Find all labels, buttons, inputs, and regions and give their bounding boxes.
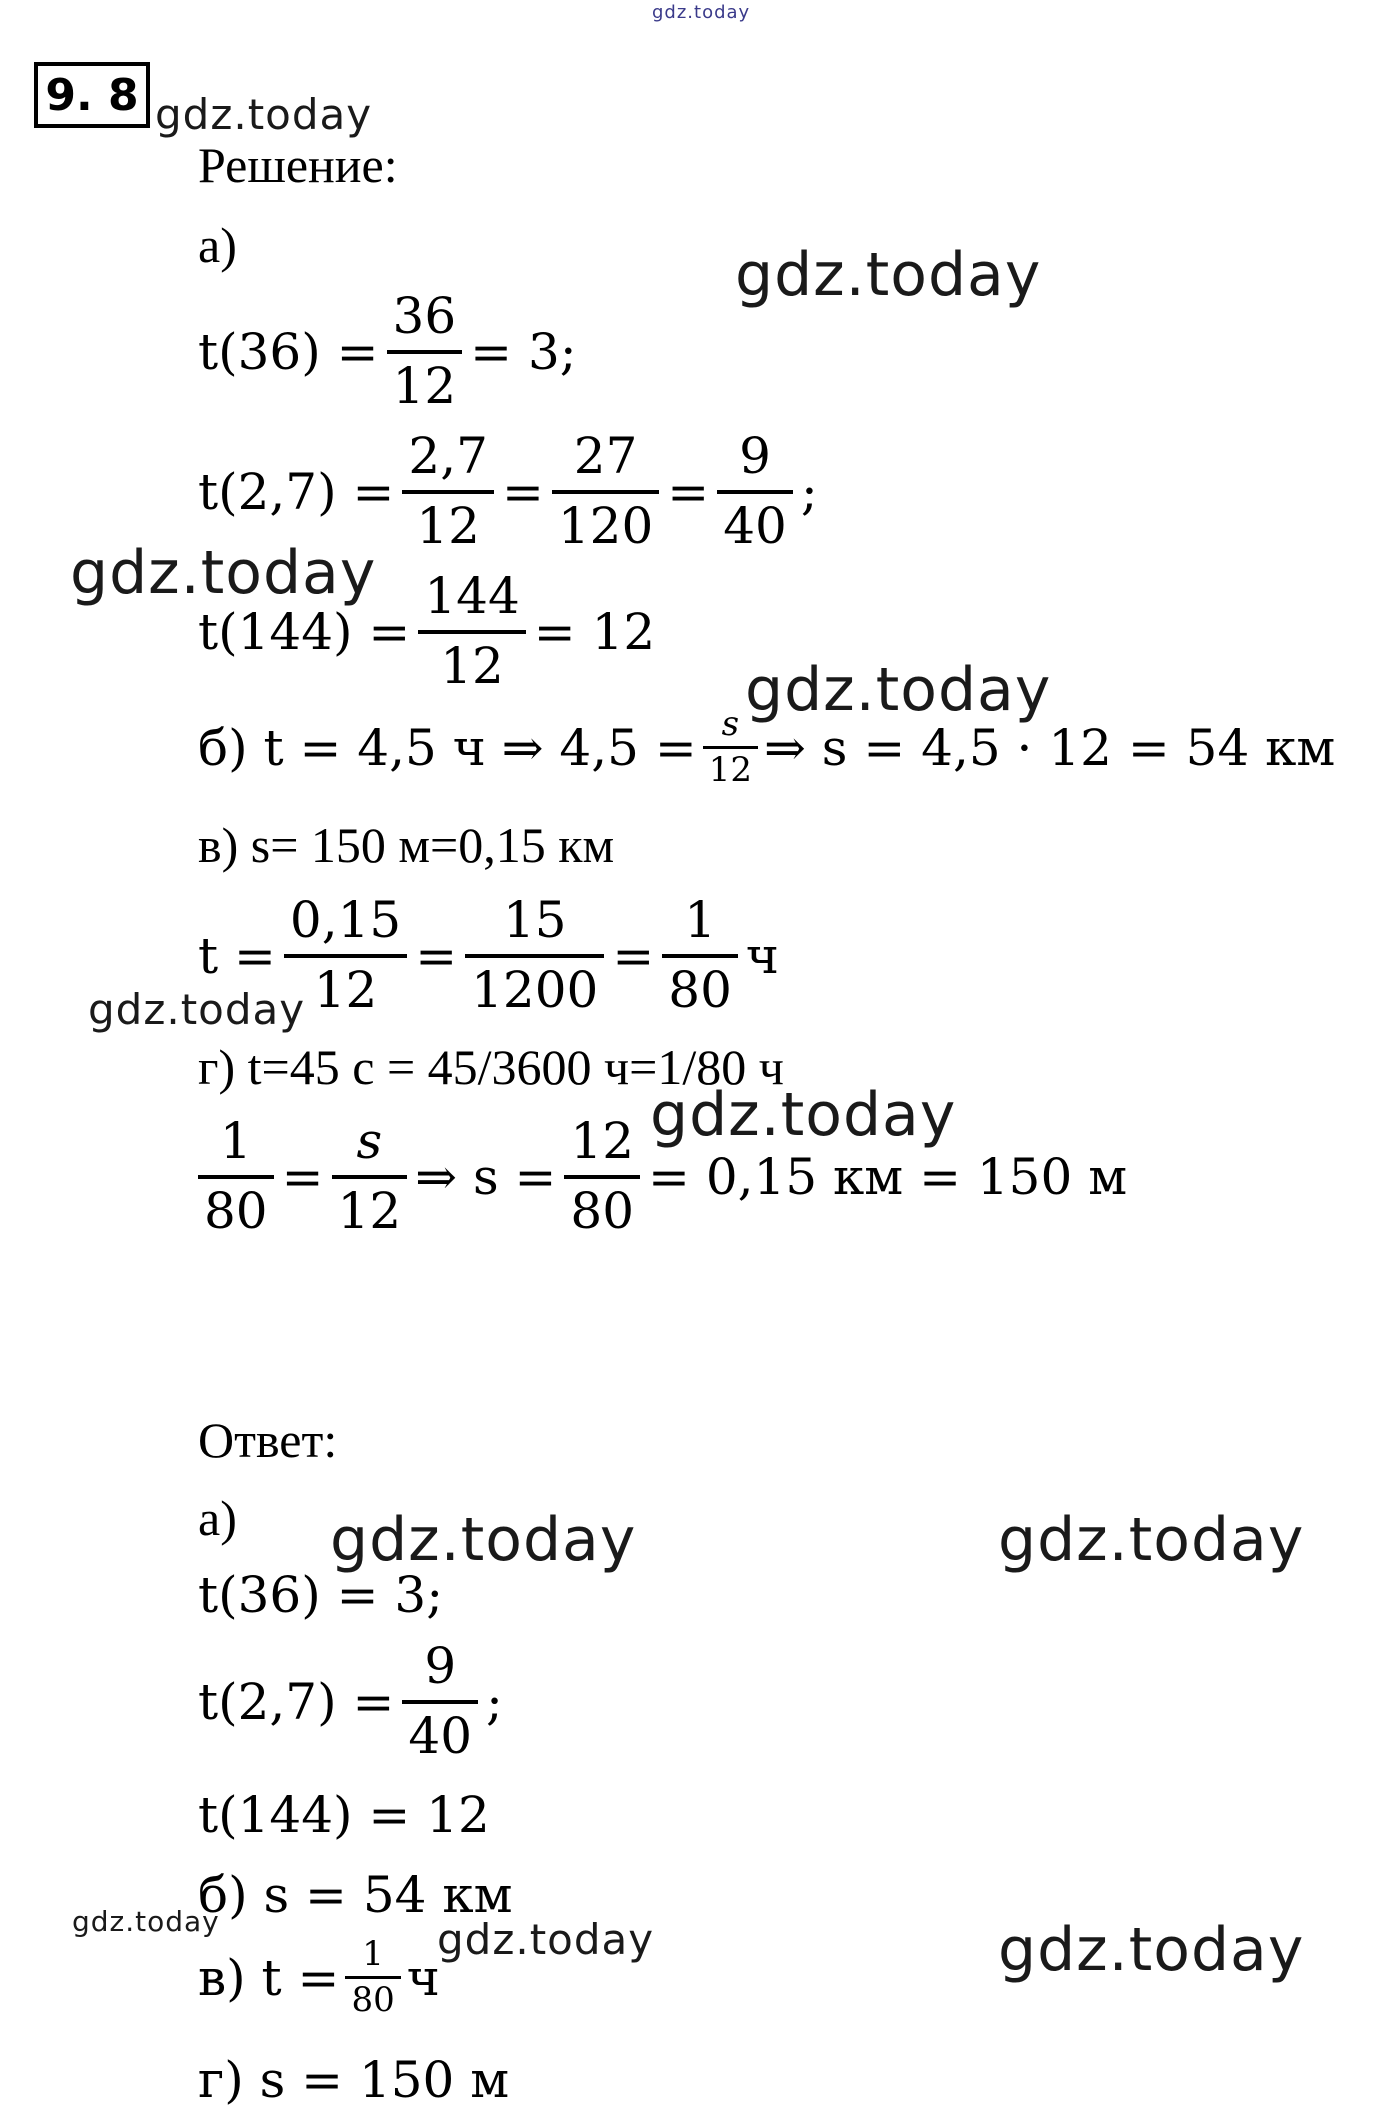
watermark: gdz.today xyxy=(998,1915,1305,1985)
fraction: $\frac{36}{12}$ xyxy=(387,288,463,415)
solution-heading: Решение: xyxy=(198,137,398,193)
watermark: gdz.today xyxy=(650,1080,957,1150)
fraction: $\frac{s}{12}$ xyxy=(703,705,758,790)
watermark: gdz.today xyxy=(437,1915,655,1964)
fraction: $\frac{15}{1200}$ xyxy=(465,892,604,1019)
fraction: $\frac{9}{40}$ xyxy=(717,428,793,555)
watermark: gdz.today xyxy=(72,1905,220,1938)
eq-a3: t(144) = $\frac{144}{12}$ = 12 xyxy=(198,567,656,695)
fraction: $\frac{9}{40}$ xyxy=(402,1638,478,1765)
eq-a2: t(2,7) = $\frac{2,7}{12}$ = $\frac{27}{120}$ = $\frac{9}{40}$ ; xyxy=(198,427,818,555)
eq-a1-lhs: t(36) = xyxy=(198,322,379,381)
answer-b: б) s = 54 км xyxy=(198,1866,513,1924)
watermark: gdz.today xyxy=(745,655,1052,725)
top-watermark: gdz.today xyxy=(652,2,751,23)
eq-b: б) t = 4,5 ч ⇒ 4,5 = $\frac{s}{12}$ ⇒ s = 4,5 · 12 = 54 км xyxy=(198,704,1336,791)
answer-heading: Ответ: xyxy=(198,1412,338,1468)
eq-a1-rhs: = 3; xyxy=(470,322,577,381)
problem-number: 9. 8 xyxy=(45,69,139,121)
answer-g: г) s = 150 м xyxy=(198,2051,510,2109)
answer-v: в) t = $\frac{1}{80}$ ч xyxy=(198,1934,440,2021)
answer-a1: t(36) = 3; xyxy=(198,1566,444,1624)
answer-a-label: а) xyxy=(198,1490,237,1546)
eq-g: $\frac{1}{80}$ = $\frac{s}{12}$ ⇒ s = $\frac{12}{80}$ = 0,15 км = 150 м xyxy=(198,1113,1127,1240)
fraction: $\frac{27}{120}$ xyxy=(552,428,659,555)
fraction: $\frac{1}{80}$ xyxy=(345,1935,400,2020)
part-g-label: г) t=45 с = 45/3600 ч=1/80 ч xyxy=(198,1039,784,1095)
fraction: $\frac{0,15}{12}$ xyxy=(284,892,407,1019)
fraction: $\frac{1}{80}$ xyxy=(662,892,738,1019)
part-v-label: в) s= 150 м=0,15 км xyxy=(198,817,615,873)
watermark: gdz.today xyxy=(155,90,373,139)
part-a-label: а) xyxy=(198,217,237,273)
eq-v: t = $\frac{0,15}{12}$ = $\frac{15}{1200}$ = $\frac{1}{80}$ ч xyxy=(198,891,779,1019)
watermark: gdz.today xyxy=(88,985,306,1034)
fraction: $\frac{144}{12}$ xyxy=(418,568,525,695)
eq-a1 xyxy=(198,288,577,415)
watermark: gdz.today xyxy=(998,1505,1305,1575)
watermark: gdz.today xyxy=(735,240,1042,310)
fraction: $\frac{2,7}{12}$ xyxy=(402,428,494,555)
answer-a2: t(2,7) = $\frac{9}{40}$ ; xyxy=(198,1637,503,1765)
answer-a3: t(144) = 12 xyxy=(198,1786,490,1844)
watermark: gdz.today xyxy=(330,1505,637,1575)
fraction: $\frac{s}{12}$ xyxy=(332,1113,408,1240)
problem-number-box xyxy=(34,62,150,128)
fraction: $\frac{12}{80}$ xyxy=(564,1113,640,1240)
fraction: $\frac{1}{80}$ xyxy=(198,1113,274,1240)
watermark: gdz.today xyxy=(70,538,377,608)
